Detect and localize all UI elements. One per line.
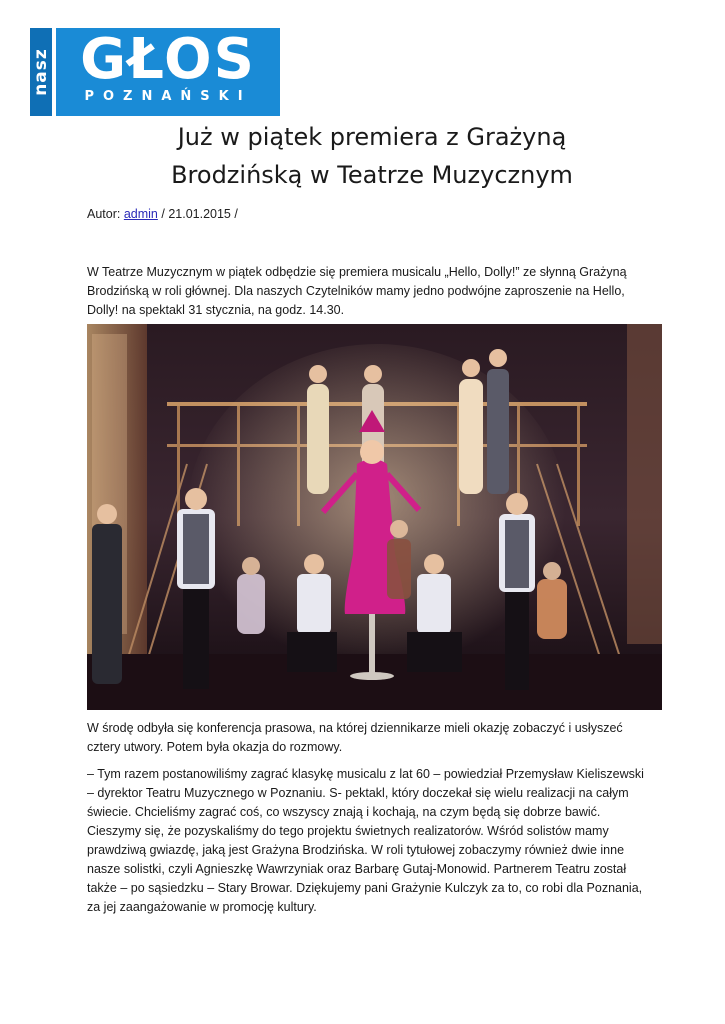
author-label: Autor: <box>87 207 121 221</box>
logo-side-text: nasz <box>31 48 51 96</box>
article-title-line2: Brodzińską w Teatrze Muzycznym <box>171 161 573 189</box>
logo-side-strip <box>30 28 52 116</box>
logo-title: GŁOS <box>80 27 256 92</box>
logo-main-block <box>56 28 280 116</box>
article-paragraph-1: W środę odbyła się konferencja prasowa, na której dziennikarze mieli okazję zobaczyć i usłyszeć cztery utwory. Potem była okazja do rozmowy. <box>87 721 623 754</box>
article-title-line1: Już w piątek premiera z Grażyną <box>177 123 567 151</box>
article-date: / 21.01.2015 / <box>161 207 238 221</box>
site-logo[interactable] <box>30 28 280 116</box>
article-intro: W Teatrze Muzycznym w piątek odbędzie się premiera musicalu „Hello, Dolly!” ze słynną Grażyną Brodzińską w roli głównej. Dla naszych Czytelników mamy jedno podwójne zaproszenie na Hello, Dolly! na spektakl 31 stycznia, na godz. 14.30. <box>87 265 627 317</box>
article-meta <box>87 207 238 221</box>
logo-subtitle: POZNAŃSKI <box>84 89 252 104</box>
author-link[interactable]: admin <box>123 207 158 221</box>
article-paragraph-2: – Tym razem postanowiliśmy zagrać klasykę musicalu z lat 60 – powiedział Przemysław Kieliszewski – dyrektor Teatru Muzycznego w Poznaniu. S- pektakl, który doczekał się wielu realizacji na całym świecie. Chcieliśmy zagrać coś, co wszyscy znają i kochają, na czym będą się dobrze bawić. Cieszymy się, że pozyskaliśmy do tego projektu świetnych realizatorów. Wśród solistów mamy prawdziwą gwiazdę, jaką jest Grażyna Brodzińska. W roli tytułowej zobaczymy również dwie inne nasze solistki, czyli Agnieszkę Wawrzyniak oraz Barbarę Gutaj-Monowid. Partnerem Teatru został także – po sąsiedzku – Stary Browar. Dziękujemy pani Grażynie Kulczyk za to, co robi dla Poznania, za jej zaangażowanie w promocję kultury. <box>87 767 644 914</box>
article-title <box>87 118 657 194</box>
article-photo <box>87 324 662 710</box>
stage-scene-image <box>87 324 662 710</box>
